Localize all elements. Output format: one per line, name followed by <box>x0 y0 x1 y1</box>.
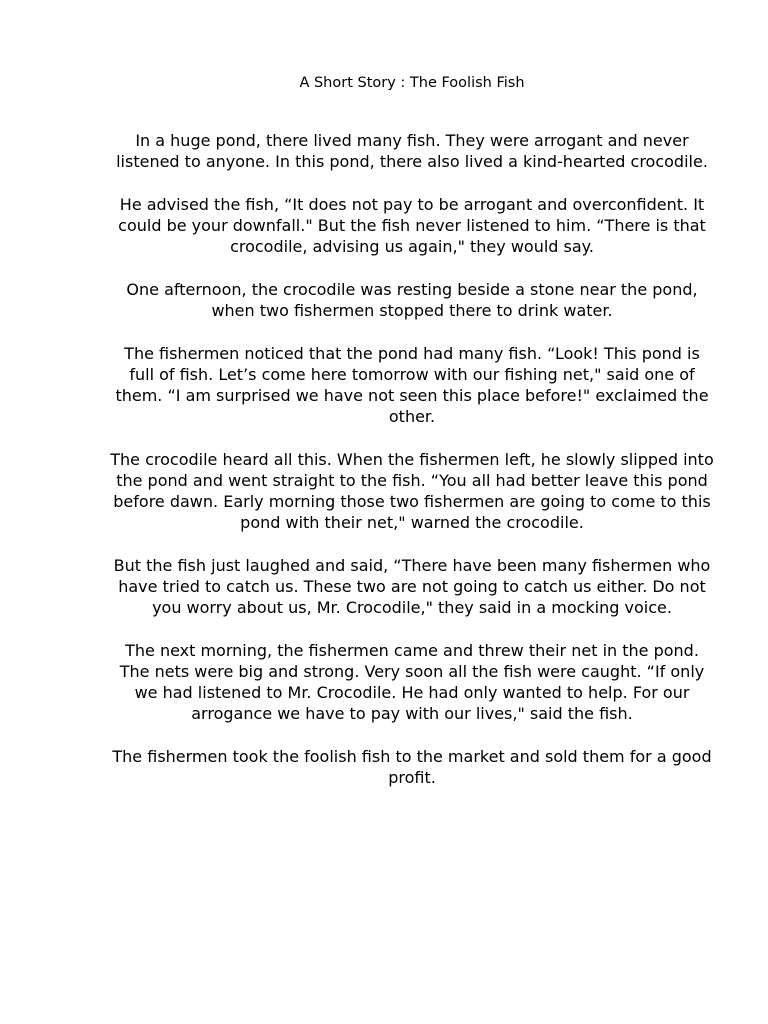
paragraph-5: The crocodile heard all this. When the fishermen left, he slowly slipped into the pond and went straight to the fish. “You all had better leave this pond before dawn. Early morning those two fishermen are going to come to this pond with their net," warned the crocodile. <box>110 450 714 532</box>
paragraph-4: The fishermen noticed that the pond had many fish. “Look! This pond is full of fish. Let’s come here tomorrow with our fishing net," said one of them. “I am surprised we have not seen this place before!" exclaimed the other. <box>115 344 709 426</box>
paragraph-7: The next morning, the fishermen came and threw their net in the pond. The nets were big and strong. Very soon all the fish were caught. “If only we had listened to Mr. Crocodile. He had only wanted to help. For our arrogance we have to pay with our lives," said the fish. <box>119 641 705 723</box>
paragraph-8: The fishermen took the foolish fish to the market and sold them for a good profit. <box>112 747 712 787</box>
story-title: A Short Story : The Foolish Fish <box>299 75 525 91</box>
paragraph-6: But the fish just laughed and said, “There have been many fishermen who have tried to catch us. These two are not going to catch us either. Do not you worry about us, Mr. Crocodile," they said in a mocking voice. <box>113 556 711 617</box>
story-body <box>110 130 714 810</box>
paragraph-1: In a huge pond, there lived many fish. They were arrogant and never listened to anyone. In this pond, there also lived a kind-hearted crocodile. <box>116 131 708 171</box>
paragraph-2: He advised the fish, “It does not pay to be arrogant and overconfident. It could be your downfall." But the fish never listened to him. “There is that crocodile, advising us again," they would say. <box>118 195 706 256</box>
paragraph-3: One afternoon, the crocodile was resting beside a stone near the pond, when two fishermen stopped there to drink water. <box>126 280 698 320</box>
